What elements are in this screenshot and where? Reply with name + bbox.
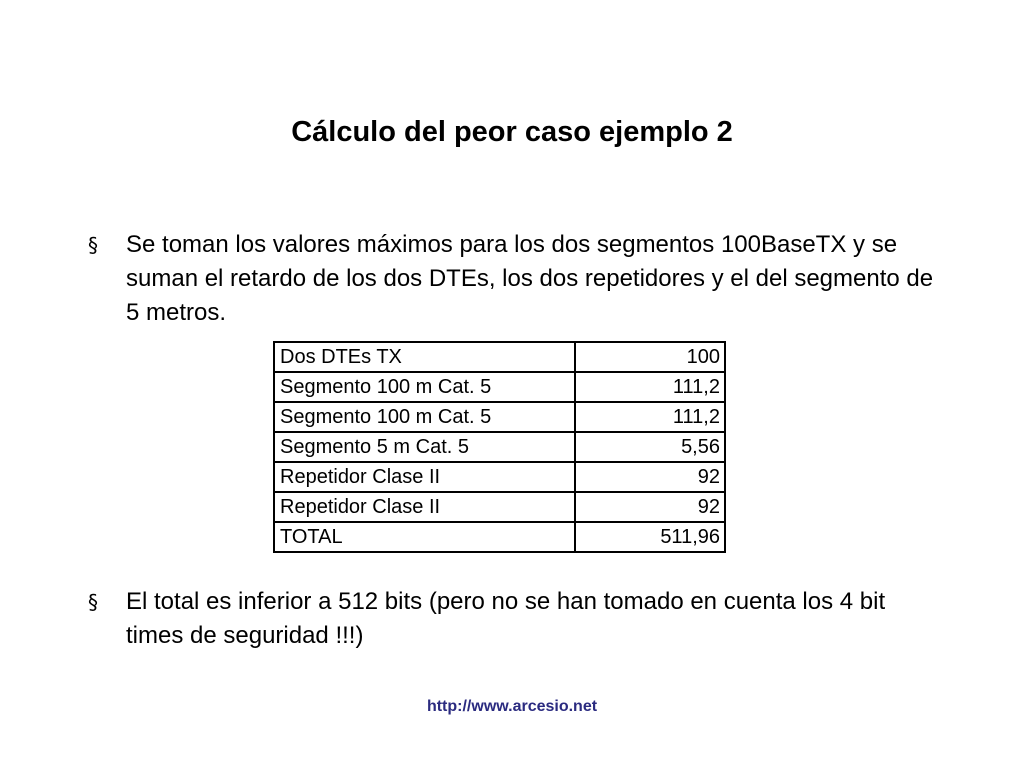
table-row bbox=[274, 372, 725, 402]
table-row bbox=[274, 432, 725, 462]
row-label: Repetidor Clase II bbox=[274, 462, 575, 492]
footer-url-link[interactable]: http://www.arcesio.net bbox=[426, 698, 598, 715]
bullet-item-2 bbox=[88, 585, 938, 653]
row-label: Segmento 5 m Cat. 5 bbox=[274, 432, 575, 462]
bullet-marker: § bbox=[88, 233, 98, 257]
row-value: 92 bbox=[575, 492, 725, 522]
total-value: 511,96 bbox=[575, 522, 725, 552]
table-row bbox=[274, 342, 725, 372]
slide-title: Cálculo del peor caso ejemplo 2 bbox=[291, 116, 733, 148]
row-value: 5,56 bbox=[575, 432, 725, 462]
bullet-text: El total es inferior a 512 bits (pero no se han tomado en cuenta los 4 bit times de seguridad !!!) bbox=[126, 588, 886, 649]
row-value: 111,2 bbox=[575, 372, 725, 402]
delay-table bbox=[273, 341, 726, 553]
row-value: 100 bbox=[575, 342, 725, 372]
bullet-text: Se toman los valores máximos para los dos segmentos 100BaseTX y se suman el retardo de los dos DTEs, los dos repetidores y el del segmento de 5 metros. bbox=[126, 231, 934, 326]
table-row bbox=[274, 492, 725, 522]
row-value: 92 bbox=[575, 462, 725, 492]
total-label: TOTAL bbox=[274, 522, 575, 552]
table-row bbox=[274, 462, 725, 492]
row-label: Repetidor Clase II bbox=[274, 492, 575, 522]
table-row-total bbox=[274, 522, 725, 552]
row-value: 111,2 bbox=[575, 402, 725, 432]
bullet-marker: § bbox=[88, 590, 98, 614]
row-label: Segmento 100 m Cat. 5 bbox=[274, 402, 575, 432]
bullet-item-1 bbox=[88, 228, 938, 330]
row-label: Dos DTEs TX bbox=[274, 342, 575, 372]
table-row bbox=[274, 402, 725, 432]
row-label: Segmento 100 m Cat. 5 bbox=[274, 372, 575, 402]
